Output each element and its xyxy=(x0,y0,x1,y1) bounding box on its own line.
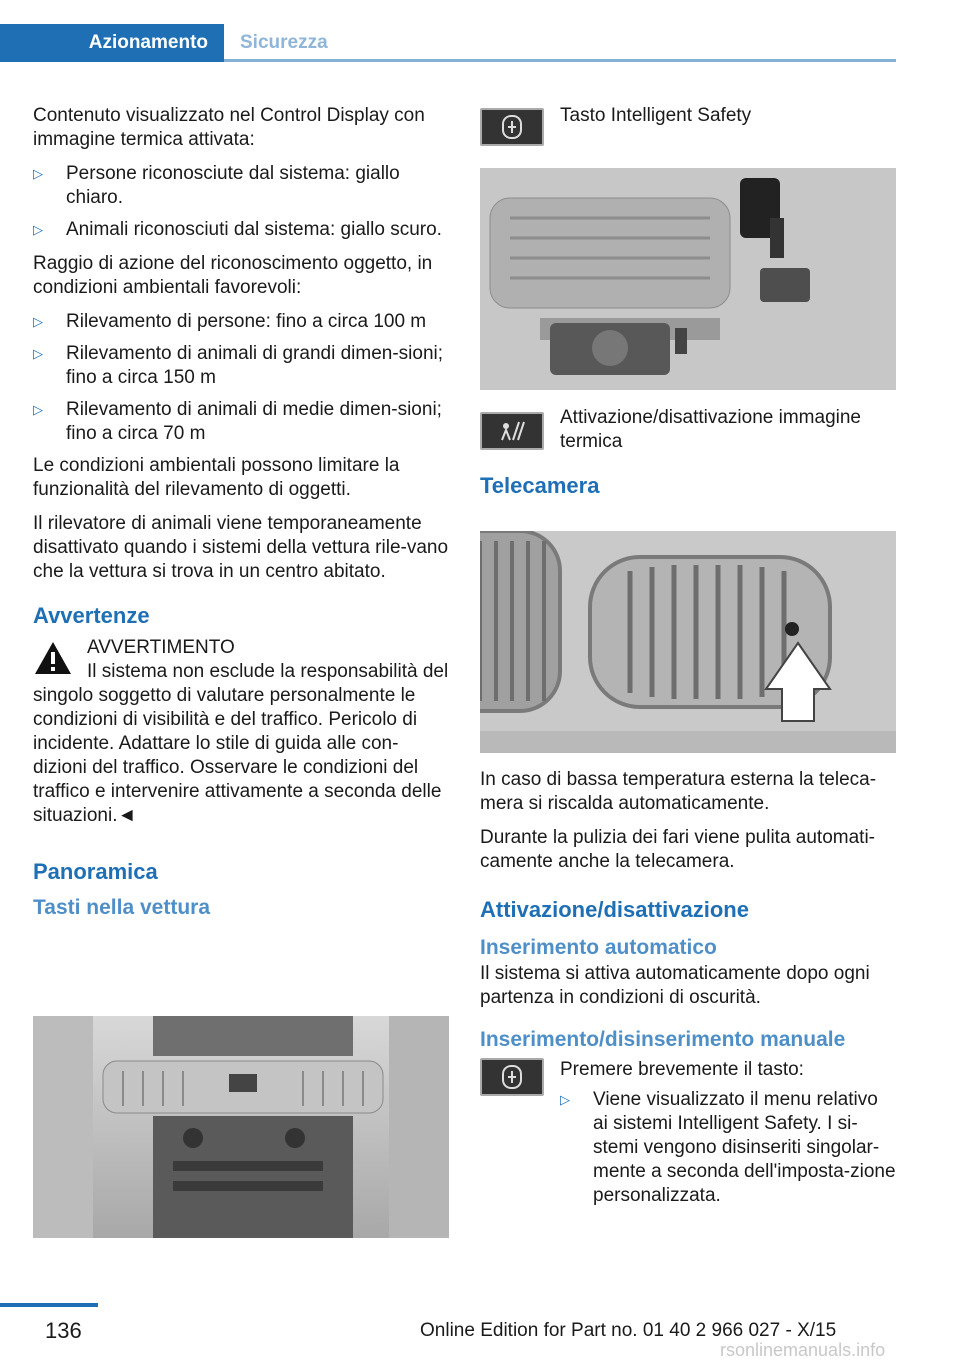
heading-panoramica: Panoramica xyxy=(33,859,158,884)
color-list xyxy=(33,162,449,242)
range-intro: Raggio di azione del riconoscimento oggetto, in condizioni ambientali favorevoli: xyxy=(33,253,433,298)
heading-avvertenze: Avvertenze xyxy=(33,603,150,628)
thermal-image-button-icon xyxy=(480,412,544,450)
camera-section xyxy=(480,768,896,1232)
page-number: 136 xyxy=(45,1318,82,1343)
key-safety-label: Tasto Intelligent Safety xyxy=(560,105,752,126)
watermark: rsonlinemanuals.info xyxy=(720,1340,886,1360)
triangle-right-icon: ▷ xyxy=(33,222,43,237)
key-thermal-label: Attivazione/disattivazione immagine termica xyxy=(560,407,861,452)
triangle-right-icon: ▷ xyxy=(33,346,43,361)
list-item: ▷ Animali riconosciuti dal sistema: giallo scuro. xyxy=(33,219,442,240)
camera-text-1: In caso di bassa temperatura esterna la teleca-mera si riscalda automaticamente. xyxy=(480,769,877,814)
conditions-text: Le condizioni ambientali possono limitare la funzionalità del rilevamento di oggetti. xyxy=(33,455,400,500)
thermal-key-row-wrap xyxy=(480,406,896,506)
heading-tasti: Tasti nella vettura xyxy=(33,896,211,919)
auto-text: Il sistema si attiva automaticamente dopo ogni partenza in condizioni di oscurità. xyxy=(480,963,870,1008)
warning-block xyxy=(33,636,449,828)
triangle-right-icon: ▷ xyxy=(33,314,43,329)
controls-photo xyxy=(480,168,896,390)
triangle-right-icon: ▷ xyxy=(33,402,43,417)
dashboard-photo xyxy=(33,1016,449,1238)
intro-text: Contenuto visualizzato nel Control Display con immagine termica attivata: xyxy=(33,105,425,150)
left-column xyxy=(33,104,449,928)
warning-text: Il sistema non esclude la responsabilità del singolo soggetto di valutare personalmente le condizioni di visibilità e del traffico. Pericolo di incidente. Adattare lo stile di guida alle con-dizioni del traffico. Osservare le condizioni del traffico e intervenire attivamente a seconda delle situazioni.◄ xyxy=(33,661,449,826)
heading-inserimento-manuale: Inserimento/disinserimento manuale xyxy=(480,1028,846,1051)
footer-divider xyxy=(0,1303,98,1307)
range-list xyxy=(33,310,449,446)
intelligent-safety-button-icon xyxy=(480,108,544,146)
heading-telecamera: Telecamera xyxy=(480,473,600,498)
list-item: ▷ Rilevamento di animali di medie dimen-sioni; fino a circa 70 m xyxy=(33,399,442,444)
warning-title: AVVERTIMENTO xyxy=(87,637,235,658)
manual-list xyxy=(560,1088,896,1208)
intelligent-safety-button-icon xyxy=(480,1058,544,1096)
animals-text: Il rilevatore di animali viene temporaneamente disattivato quando i sistemi della vettura rile-vano che la vettura si trova in un centro abitato. xyxy=(33,513,449,582)
list-item: ▷ Viene visualizzato il menu relativo ai sistemi Intelligent Safety. I si-stemi vengono disinseriti singolar-mente a seconda dell'imposta-zione personalizzata. xyxy=(560,1089,896,1206)
header-divider xyxy=(224,59,896,62)
tab-azionamento[interactable]: Azionamento xyxy=(0,24,224,62)
list-item: ▷ Persone riconosciute dal sistema: giallo chiaro. xyxy=(33,163,400,208)
right-column xyxy=(480,104,896,160)
list-item: ▷ Rilevamento di animali di grandi dimen-sioni; fino a circa 150 m xyxy=(33,343,444,388)
key-thermal-row xyxy=(480,406,896,454)
warning-triangle-icon xyxy=(33,640,73,676)
key-safety-row xyxy=(480,104,896,146)
manual-key-row xyxy=(480,1058,896,1218)
tab-sicurezza[interactable]: Sicurezza xyxy=(240,32,328,53)
edition-text: Online Edition for Part no. 01 40 2 966 027 - X/15 xyxy=(420,1320,837,1341)
heading-inserimento-automatico: Inserimento automatico xyxy=(480,936,717,959)
list-item: ▷ Rilevamento di persone: fino a circa 100 m xyxy=(33,311,427,332)
manual-text: Premere brevemente il tasto: xyxy=(560,1059,804,1080)
camera-text-2: Durante la pulizia dei fari viene pulita automati-camente anche la telecamera. xyxy=(480,827,875,872)
triangle-right-icon: ▷ xyxy=(33,166,43,181)
page-header xyxy=(0,0,960,64)
heading-attivazione: Attivazione/disattivazione xyxy=(480,897,749,922)
camera-photo xyxy=(480,531,896,753)
triangle-right-icon: ▷ xyxy=(560,1092,570,1107)
